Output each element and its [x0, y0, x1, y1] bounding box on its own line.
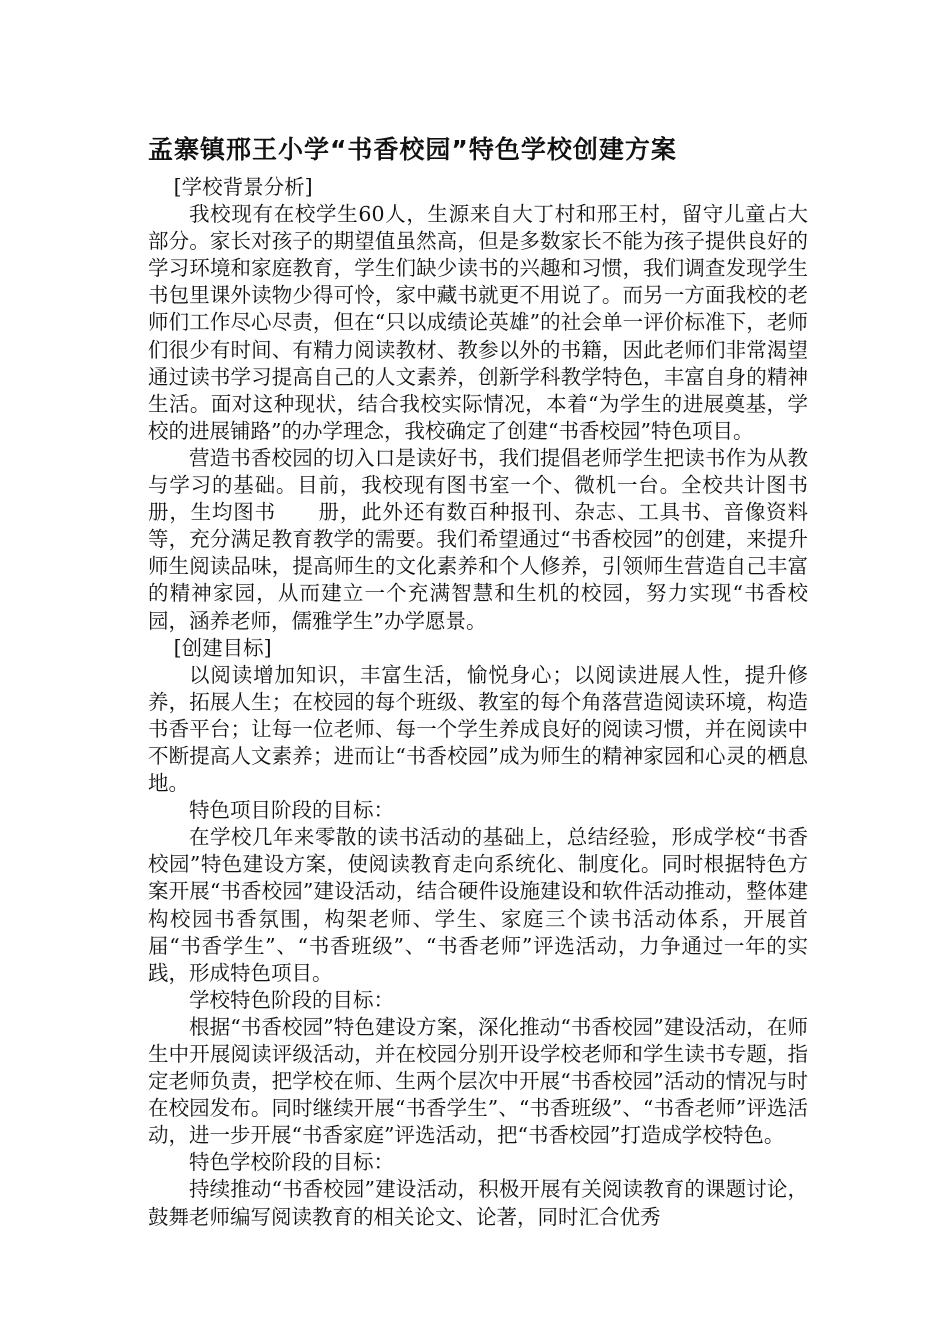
document-title: 孟寨镇邢王小学“书香校园”特色学校创建方案 [148, 135, 677, 164]
paragraph-project-stage: 在学校几年来零散的读书活动的基础上，总结经验，形成学校“书香校园”特色建设方案，使阅读教育走向系统化、制度化。同时根据特色方案开展“书香校园”建设活动，结合硬件设施建设和软件活动推动，整体建构校园书香氛围，构架老师、学生、家庭三个读书活动体系，开展首届“书香学生”、“书香班级”、“书香老师”评选活动，力争通过一年的实践，形成特色项目。 [148, 825, 808, 985]
paragraph-goals: 以阅读增加知识，丰富生活，愉悦身心；以阅读进展人性，提升修养，拓展人生；在校园的每个班级、教室的每个角落营造阅读环境，构造书香平台；让每一位老师、每一个学生养成良好的阅读习惯，并在阅读中不断提高人文素养；进而让“书香校园”成为师生的精神家园和心灵的栖息地。 [148, 662, 808, 796]
paragraph-background-1: 我校现有在校学生60人，生源来自大丁村和邢王村，留守儿童占大部分。家长对孩子的期望值虽然高，但是多数家长不能为孩子提供良好的学习环境和家庭教育，学生们缺少读书的兴趣和习惯，我们调查发现学生书包里课外读物少得可怜，家中藏书就更不用说了。而另一方面我校的老师们工作尽心尽责，但在“只以成绩论英雄”的社会单一评价标准下，老师们很少有时间、有精力阅读教材、教参以外的书籍，因此老师们非常渴望通过读书学习提高自己的人文素养，创新学科教学特色，丰富自身的精神生活。面对这种现状，结合我校实际情况，本着“为学生的进展奠基，学校的进展铺路”的办学理念，我校确定了创建“书香校园”特色项目。 [148, 202, 808, 443]
paragraph-feature-school-stage: 持续推动“书香校园”建设活动，积极开展有关阅读教育的课题讨论，鼓舞老师编写阅读教育的相关论文、论著，同时汇合优秀 [148, 1177, 808, 1229]
section-heading-background: [学校背景分析] [173, 175, 313, 199]
subheading-feature-school-stage: 特色学校阶段的目标： [189, 1150, 394, 1175]
paragraph-background-2: 营造书香校园的切入口是读好书，我们提倡老师学生把读书作为从教与学习的基础。目前，我校现有图书室一个、微机一台。全校共计图书册，生均图书 册，此外还有数百种报刊、杂志、工具书、音像资料等，充分满足教育教学的需要。我们希望通过“书香校园”的创建，来提升师生阅读品味，提高师生的文化素养和个人修养，引领师生营造自己丰富的精神家园，从而建立一个充满智慧和生机的校园，努力实现“书香校园，涵养老师，儒雅学生”办学愿景。 [148, 445, 808, 633]
subheading-project-stage: 特色项目阶段的目标： [189, 798, 394, 823]
paragraph-school-feature-stage: 根据“书香校园”特色建设方案，深化推动“书香校园”建设活动，在师生中开展阅读评级活动，并在校园分别开设学校老师和学生读书专题，指定老师负责，把学校在师、生两个层次中开展“书香校园”活动的情况与时在校园发布。同时继续开展“书香学生”、“书香班级”、“书香老师”评选活动，进一步开展“书香家庭”评选活动，把“书香校园”打造成学校特色。 [148, 1014, 808, 1148]
document-body [148, 174, 808, 1231]
subheading-school-feature-stage: 学校特色阶段的目标： [189, 987, 394, 1012]
section-heading-goals: [创建目标] [173, 635, 272, 660]
